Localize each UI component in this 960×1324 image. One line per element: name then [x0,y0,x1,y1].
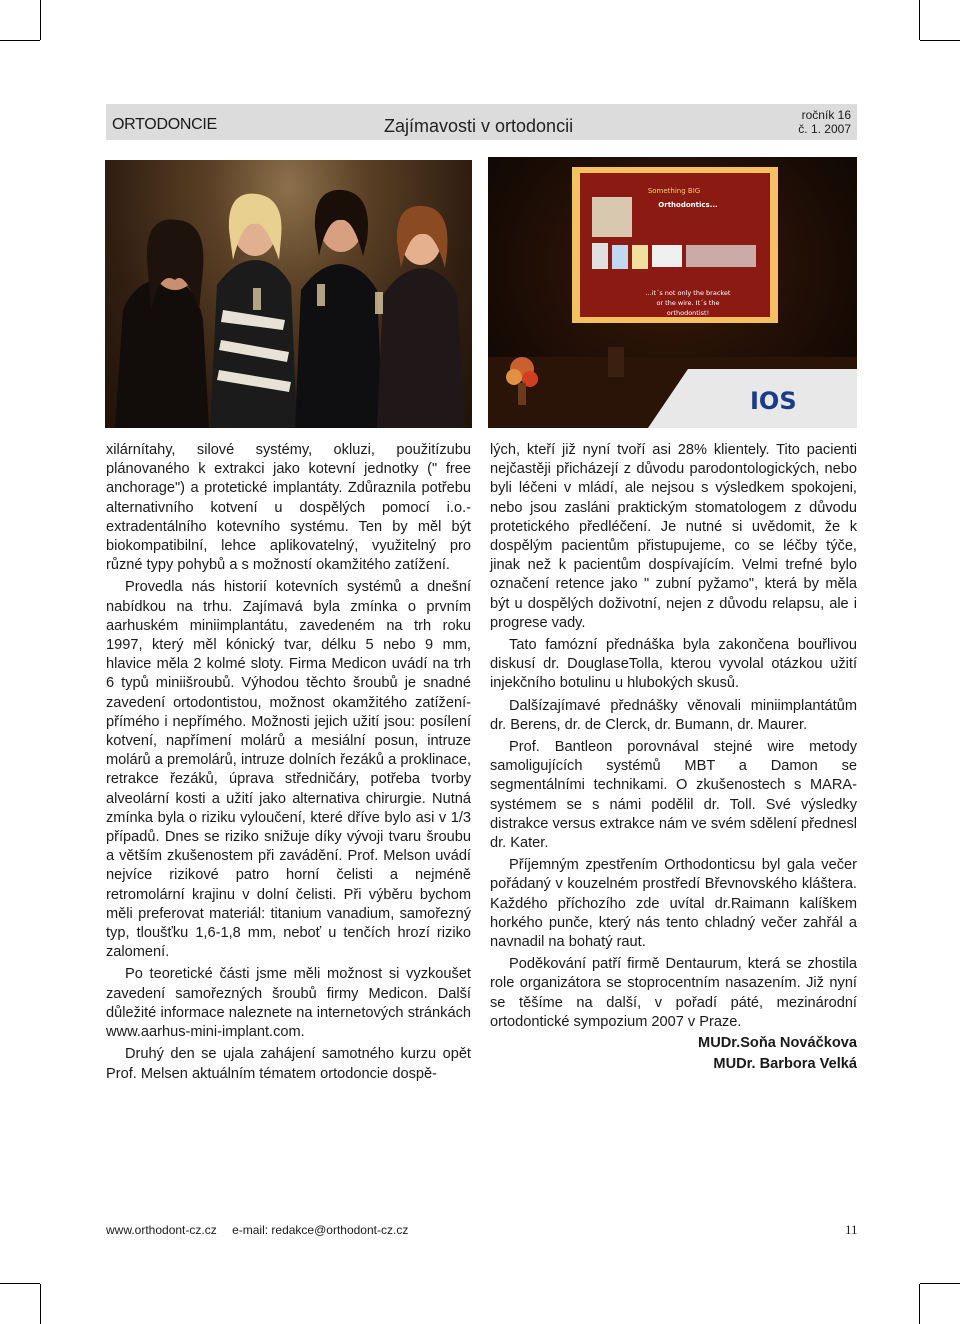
paragraph: Provedla nás historií kotevních systémů a dnešní nabídkou na trhu. Zajímavá byla zmínka o prvním aarhuském miniimplantátu, zavedeném na trh roku 1997, který měl kónický tvar, délku 5 nebo 9 mm, hlavice měla 2 kolmé sloty. Firma Medicon uvádí na trh 6 typů miniišroubů. Výhodou těchto šroubů je snadné zavedení ortodontistou, možnost okamžitého zatížení- přímého i nepřímého. Možnosti jejich užití jsou: posílení kotvení, napřímení molárů a mesiální posun, intruze molárů a premolárů, intruze dolních řezáků a proklinace, retrakce řezáků, úprava středničáry, potřeba tvorby alveolární kosti a užití jako alternativa chirurgie. Nutná zmínka byla o riziku vyloučení, které dříve bylo asi v 1/3 případů. Dnes se riziko snižuje díky vývoji tvaru šroubu a větším zkušenostem při zavádění. Prof. Melson uvádí nejvíce rizikové patro horní čelisti a nejméně retromolární krajinu v dolní čelisti. Při výběru bychom měli preferovat materiál: titanium vanadium, samořezný typ, tloušťku 1,6-1,8 mm, neboť u tenčích hrozí riziko zalomení. [106,579,471,961]
email-link[interactable]: e-mail: redakce@orthodont-cz.cz [232,1223,409,1237]
crop-mark [919,0,920,40]
group-photo [105,160,472,428]
author-signature: MUDr.Soňa Nováčkova [698,1035,857,1052]
crop-mark [40,1284,41,1324]
paragraph: Poděkování patří firmě Dentaurum, která se zhostila role organizátora se stoprocentním nasazením. Již nyní se těšíme na další, v pořadí páté, mezinárodní ortodontické sympozium 2007 v Praze. [490,956,857,1030]
issue-label: č. 1. 2007 [798,122,851,136]
slide-line-5: orthodontist! [666,309,710,317]
crop-mark [919,1284,920,1324]
crop-mark [40,0,41,40]
crop-mark [0,40,40,41]
paragraph: Tato famózní přednáška byla zakončena bouřlivou diskusí dr. DouglaseTolla, kterou vyvolal otázkou užití injekčního botulinu u hlubokých skusů. [490,637,857,692]
page-title: Zajímavosti v ortodoncii [384,116,574,136]
volume-label: ročník 16 [801,108,851,122]
slide-line-3: ...it´s not only the bracket [645,289,731,297]
paragraph: xilárnítahy, silové systémy, okluzi, použitízubu plánovaného k extrakci jako kotevní jednotky (" free anchorage") a protetické implantáty. Zdůraznila potřebu alternativního kotvení u dospělých pomocí i.o.- extradentálního kotevního systému. Ten by měl být biokompatibilní, lehce aplikovatelný, využitelný pro různé typy pohybů a s možností okamžitého zatížení. [106,442,471,574]
crop-mark [0,1283,40,1284]
section-name: ORTODONCIE [112,116,217,133]
author-signature: MUDr. Barbora Velká [713,1056,857,1073]
paragraph: Dalšízajímavé přednášky věnovali miniimplantátům dr. Berens, dr. de Clerck, dr. Bumann, dr. Maurer. [490,697,857,733]
issue-info [798,108,851,136]
paragraph: Po teoretické části jsme měli možnost si vyzkoušet zavedení samořezných šroubů firmy Medicon. Další důležité informace naleznete na internetových stránkách www.aarhus-mini-implant.com. [106,966,471,1041]
presentation-photo [488,157,857,428]
paragraph: Příjemným zpestřením Orthodonticsu byl gala večer pořádaný v kouzelném prostředí Břevnovského kláštera. Každého příchozího zde uvítal dr.Raimann kalíškem horkého punče, který nás tento chladný večer zahřál a navnadil na bohatý raut. [490,857,857,951]
website-link[interactable]: www.orthodont-cz.cz [106,1223,217,1237]
page-footer [106,1223,420,1237]
slide-line-1: Something BIG [647,187,701,195]
right-column [490,441,857,1075]
crop-mark [920,40,960,41]
ios-logo: IOS [750,387,797,415]
paragraph: Druhý den se ujala zahájení samotného kurzu opět Prof. Melsen aktuálním tématem ortodoncie dospě- [106,1046,471,1082]
page-number: 11 [845,1222,858,1237]
slide-line-2: Orthodontics... [658,201,718,209]
paragraph: Prof. Bantleon porovnával stejné wire metody samoligujících systémů MBT a Damon se segmentálními technikami. O zkušenostech s MARA-systémem se s námi podělil dr. Toll. Své výsledky distrakce versus extrakce nám ve svém sdělení přednesl dr. Kater. [490,739,857,852]
paragraph: lých, kteří již nyní tvoří asi 28% klientely. Tito pacienti nejčastěji přicházejí z důvodu parodontologických, nebo byli léčeni v mládí, ale nejsou s výsledkem spokojeni, nebo jsou zasláni praktickým stomatologem z důvodu protetického předléčení. Je nutné si uvědomit, že k dospělým pacientům přistupujeme, co se léčby týče, jinak než k pacientům dospívajícím. Velmi trefné bylo označení retence jako " zubní pyžamo", která by měla být u dospělých doživotní, nejen z důvodu relapsu, ale i progrese vady. [490,442,857,631]
slide-line-4: or the wire. It´s the [656,299,720,307]
crop-mark [920,1283,960,1284]
left-column [106,441,471,1084]
page-header [106,104,857,140]
